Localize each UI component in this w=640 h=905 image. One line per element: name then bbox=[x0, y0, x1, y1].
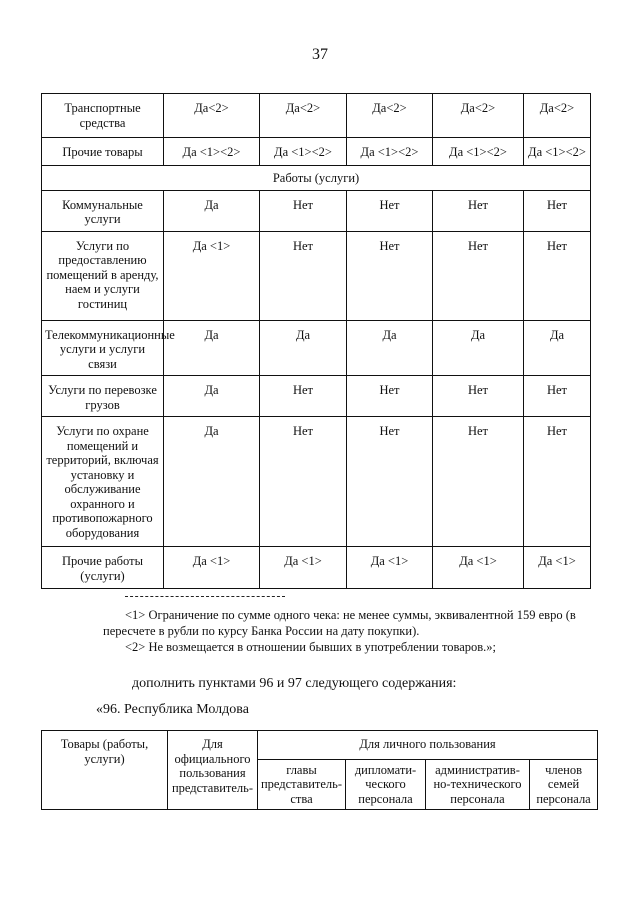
cell-value: Да <1><2> bbox=[433, 138, 524, 166]
amendment-intro: дополнить пунктами 96 и 97 следующего содержания: bbox=[132, 676, 457, 691]
cell-value: Нет bbox=[260, 417, 347, 547]
header-family-members: членов семей персонала bbox=[530, 759, 598, 810]
table-row bbox=[42, 417, 591, 547]
row-label: Коммунальные услуги bbox=[42, 190, 164, 231]
page-number: 37 bbox=[312, 46, 328, 63]
footnote-1: <1> Ограничение по сумме одного чека: не менее суммы, эквивалентной 159 евро (в пересчете в рубли по курсу Банка России на дату покупки). bbox=[103, 608, 576, 638]
header-official-use: Для официального пользования представитель- bbox=[168, 731, 258, 810]
row-label: Услуги по перевозке грузов bbox=[42, 376, 164, 417]
table-row bbox=[42, 376, 591, 417]
row-label: Транспортные средства bbox=[42, 94, 164, 138]
cell-value: Нет bbox=[433, 231, 524, 320]
cell-value: Да <1> bbox=[164, 547, 260, 589]
footnotes bbox=[103, 596, 603, 655]
table-row bbox=[42, 547, 591, 589]
table-row bbox=[42, 190, 591, 231]
tax-refund-table bbox=[41, 93, 591, 589]
cell-value: Да<2> bbox=[260, 94, 347, 138]
cell-value: Да bbox=[433, 320, 524, 376]
cell-value: Да <1><2> bbox=[524, 138, 591, 166]
footnote-separator bbox=[125, 596, 285, 597]
cell-value: Да<2> bbox=[524, 94, 591, 138]
row-label: Услуги по предоставлению помещений в аренду, наем и услуги гостиниц bbox=[42, 231, 164, 320]
row-label: Прочие работы (услуги) bbox=[42, 547, 164, 589]
cell-value: Нет bbox=[433, 376, 524, 417]
table-row bbox=[42, 94, 591, 138]
cell-value: Нет bbox=[433, 190, 524, 231]
cell-value: Да bbox=[260, 320, 347, 376]
cell-value: Да <1> bbox=[347, 547, 433, 589]
row-label: Прочие товары bbox=[42, 138, 164, 166]
cell-value: Да <1> bbox=[164, 231, 260, 320]
cell-value: Да <1> bbox=[433, 547, 524, 589]
cell-value: Да bbox=[524, 320, 591, 376]
cell-value: Да <1><2> bbox=[260, 138, 347, 166]
cell-value: Нет bbox=[524, 190, 591, 231]
header-head-of-mission: главы представитель-ства bbox=[258, 759, 346, 810]
cell-value: Нет bbox=[347, 190, 433, 231]
header-admin-staff: административ-но-технического персонала bbox=[426, 759, 530, 810]
cell-value: Нет bbox=[260, 231, 347, 320]
cell-value: Да<2> bbox=[164, 94, 260, 138]
cell-value: Да <1><2> bbox=[347, 138, 433, 166]
cell-value: Нет bbox=[260, 376, 347, 417]
header-diplomatic-staff: дипломати-ческого персонала bbox=[346, 759, 426, 810]
cell-value: Нет bbox=[524, 231, 591, 320]
cell-value: Нет bbox=[347, 231, 433, 320]
cell-value: Да <1><2> bbox=[164, 138, 260, 166]
cell-value: Нет bbox=[260, 190, 347, 231]
cell-value: Да bbox=[164, 320, 260, 376]
cell-value: Нет bbox=[347, 417, 433, 547]
cell-value: Нет bbox=[433, 417, 524, 547]
section-heading: «96. Республика Молдова bbox=[96, 702, 249, 717]
header-goods: Товары (работы, услуги) bbox=[42, 731, 168, 810]
header-personal-use: Для личного пользования bbox=[258, 731, 598, 760]
moldova-table bbox=[41, 730, 598, 810]
row-label: Услуги по охране помещений и территорий, включая установку и обслуживание охранного и противопожарного оборудования bbox=[42, 417, 164, 547]
cell-value: Да bbox=[347, 320, 433, 376]
cell-value: Нет bbox=[347, 376, 433, 417]
cell-value: Да<2> bbox=[433, 94, 524, 138]
table-row bbox=[42, 231, 591, 320]
cell-value: Да <1> bbox=[260, 547, 347, 589]
cell-value: Нет bbox=[524, 376, 591, 417]
cell-value: Да bbox=[164, 376, 260, 417]
table-row bbox=[42, 320, 591, 376]
cell-value: Да bbox=[164, 417, 260, 547]
section-title: Работы (услуги) bbox=[42, 166, 591, 191]
cell-value: Да <1> bbox=[524, 547, 591, 589]
footnote-2: <2> Не возмещается в отношении бывших в употреблении товаров.»; bbox=[125, 640, 497, 654]
cell-value: Да<2> bbox=[347, 94, 433, 138]
cell-value: Да bbox=[164, 190, 260, 231]
cell-value: Нет bbox=[524, 417, 591, 547]
section-row bbox=[42, 166, 591, 191]
row-label: Телекоммуникационные услуги и услуги связи bbox=[42, 320, 164, 376]
table-row bbox=[42, 138, 591, 166]
